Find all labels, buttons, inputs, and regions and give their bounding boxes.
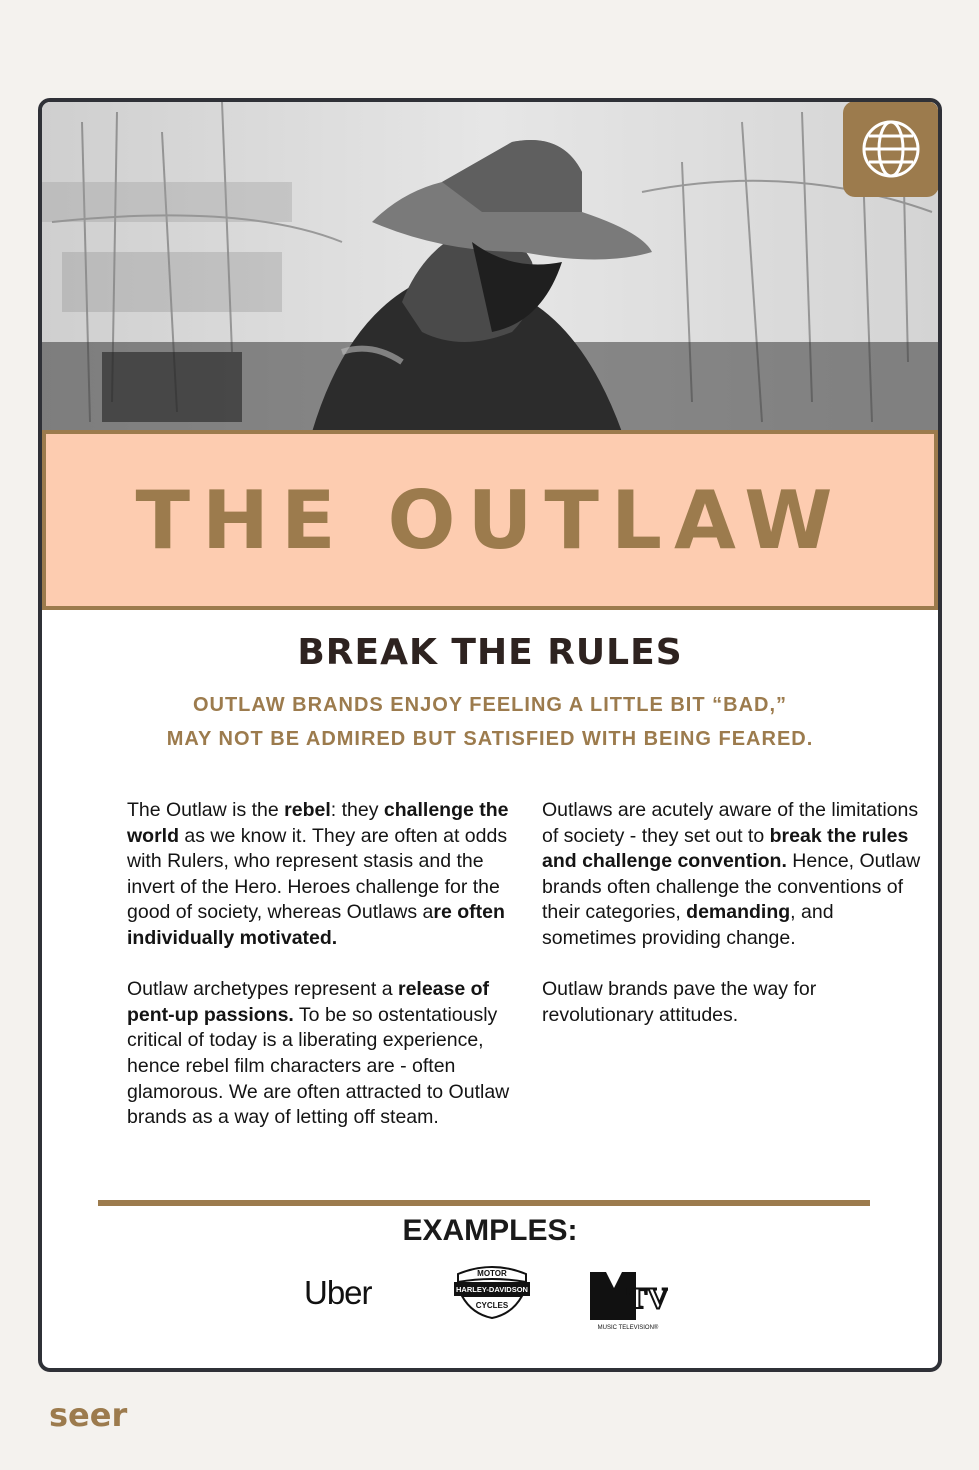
body-text: The Outlaw is the bbox=[127, 799, 285, 821]
body-text: Hence, Outlaw brands often challenge the conventions of their categories, bbox=[542, 850, 921, 924]
mtv-icon bbox=[588, 1268, 668, 1332]
body-column-left bbox=[127, 798, 522, 1156]
tagline-line-1: OUTLAW BRANDS ENJOY FEELING A LITTLE BIT “BAD,” bbox=[192, 694, 788, 716]
harley-middle-text: HARLEY-DAVIDSON bbox=[456, 1285, 528, 1294]
archetype-card bbox=[38, 98, 942, 1372]
harley-top-text: MOTOR bbox=[477, 1269, 507, 1278]
body-text: : they bbox=[330, 799, 384, 821]
charcoal-sketch-illustration bbox=[42, 102, 938, 432]
body-text: To be so ostentatiously critical of today is a liberating experience, hence rebel film characters are - often glamorous. We are often attracted to Outlaw brands as a way of letting off steam. bbox=[127, 1003, 510, 1129]
harley-bottom-text: CYCLES bbox=[475, 1301, 509, 1310]
subtitle: BREAK THE RULES bbox=[297, 632, 683, 673]
title-band bbox=[42, 430, 938, 610]
globe-badge bbox=[843, 102, 938, 197]
body-emphasis: release of pent-up passions. bbox=[127, 978, 490, 1026]
body-paragraph-4: Outlaw brands pave the way for revolutionary attitudes. bbox=[542, 978, 817, 1026]
body-emphasis: challenge the world bbox=[127, 799, 509, 847]
page-title: THE OUTLAW bbox=[135, 473, 845, 567]
body-emphasis: rebel bbox=[284, 799, 331, 821]
body-column-right bbox=[542, 798, 922, 1054]
tagline-line-2: MAY NOT BE ADMIRED BUT SATISFIED WITH BEING FEARED. bbox=[166, 728, 814, 750]
body-emphasis: demanding bbox=[686, 901, 791, 924]
tagline bbox=[42, 688, 938, 756]
body-emphasis: re often individually motivated. bbox=[127, 901, 505, 949]
body-text: as we know it. They are often at odds with Rulers, who represent stasis and the invert of the Hero. Heroes challenge for the good of society, whereas Outlaws a bbox=[127, 824, 508, 924]
body-text: Outlaws are acutely aware of the limitations of society - they set out to bbox=[542, 799, 919, 847]
body-paragraph-1 bbox=[127, 798, 522, 952]
body-emphasis: break the rules and challenge convention. bbox=[542, 824, 909, 873]
brand-logo: seer bbox=[49, 1396, 128, 1434]
body-text: Outlaw archetypes represent a bbox=[127, 978, 398, 1001]
globe-icon bbox=[861, 119, 921, 179]
hero-image bbox=[42, 102, 938, 432]
mtv-tv-text: TV bbox=[627, 1282, 668, 1315]
body-paragraph-3 bbox=[542, 798, 922, 952]
uber-wordmark: Uber bbox=[304, 1274, 372, 1311]
mtv-caption: MUSIC TELEVISION® bbox=[597, 1325, 659, 1331]
harley-davidson-logo bbox=[452, 1260, 532, 1325]
body-text: , and sometimes providing change. bbox=[542, 901, 834, 949]
body-paragraph-2 bbox=[127, 977, 522, 1131]
uber-logo bbox=[304, 1274, 372, 1312]
examples-heading: EXAMPLES: bbox=[402, 1214, 578, 1247]
section-divider bbox=[98, 1200, 870, 1206]
mtv-logo bbox=[588, 1268, 668, 1337]
shield-icon bbox=[452, 1260, 532, 1320]
